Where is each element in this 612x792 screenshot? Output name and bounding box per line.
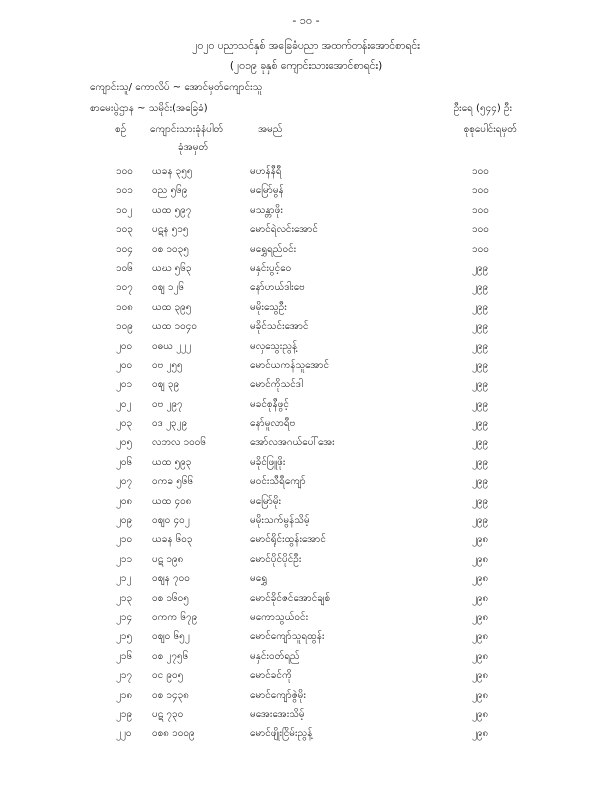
table-row [0, 377, 612, 396]
total-marks: ၂၉၈ [472, 573, 489, 585]
table-row [0, 591, 612, 610]
total-marks: ၂၉၉ [472, 418, 489, 430]
subject-line: ကျောင်းသူ/ ကောလိပ် ~ အောင်မှတ်ကျောင်းသူ [90, 82, 263, 93]
student-name: မောင်ကျော်သူရထွန်း [250, 631, 325, 643]
total-marks: ၂၉၉ [472, 262, 489, 274]
roll-number: ယခန ၆၀၃ [152, 534, 193, 546]
student-name: မခိုင်သင်းအောင် [250, 321, 309, 333]
row-number: ၁၀၇ [116, 282, 133, 294]
row-number: ၂၁၈ [116, 689, 133, 701]
student-name: မနှင်းပွင့်ဝေ [250, 262, 292, 274]
column-header-roll: ကျောင်းသားခုံနံပါတ် [150, 124, 224, 135]
total-marks: ၂၉၉ [472, 437, 489, 449]
student-name: မောင်ယကန်သူအောင် [250, 359, 330, 371]
student-name: မဝင်းသီရီကျော် [250, 476, 306, 488]
total-marks: ၂၉၉ [472, 340, 489, 352]
student-name: မခိုင်ဖြူဖိုး [250, 456, 286, 468]
table-row [0, 552, 612, 571]
roll-number: ပဋ ၇၃၀ [152, 708, 184, 720]
roll-number: ဝည ၅၆၉ [152, 185, 188, 197]
document-title: ၂၀၂၀ ပညာသင်နှစ် အခြေခံပညာ အထက်တန်းအောင်စာရင်း [192, 40, 420, 52]
roll-number: ဝကခ ၅၆၆ [152, 476, 194, 488]
table-row [0, 319, 612, 338]
total-count: ဦးရေ (၅၄၄) ဦး [453, 103, 512, 114]
table-row [0, 261, 612, 280]
roll-number: ဝဒ ၂၃၂၉ [152, 418, 188, 430]
roll-number: ဝစ ၁၆၀၅ [152, 592, 189, 604]
column-header-no: စဉ် [115, 124, 127, 135]
student-name: နော်ဟယ်ဒါးဗေ [250, 282, 305, 294]
roll-number: ပဋ ၁၉၈ [152, 553, 184, 565]
student-name: မမိုးသွေဦး [250, 301, 287, 313]
total-marks: ၁၀၀ [472, 243, 489, 255]
roll-number: ဝကက ၆၇၉ [152, 611, 198, 623]
student-name: မောင်ဖျိုးငြိမ်းညွန့် [250, 728, 313, 740]
student-name: မဟန်နီရီ [250, 166, 282, 177]
total-marks: ၁၀၀ [472, 185, 489, 197]
roll-number: ဝင ၉၀၅ [152, 670, 184, 682]
roll-number: ဝစ၈ ၁၀၀၉ [152, 728, 195, 740]
table-row [0, 416, 612, 435]
roll-number: ဝစ ၂၇၅၆ [152, 650, 189, 662]
roll-number: ယထ ၃၉၅ [152, 301, 192, 313]
total-marks: ၂၉၈ [472, 611, 489, 623]
total-marks: ၂၉၉ [472, 515, 489, 527]
roll-number: ယထ ၅၉၃ [152, 456, 192, 468]
row-number: ၁၀၄ [116, 243, 133, 255]
student-name: မောင်ပိုင်ပိုင်ဦး [250, 553, 302, 565]
total-marks: ၂၉၈ [472, 592, 489, 604]
table-row [0, 455, 612, 474]
table-row [0, 726, 612, 745]
total-marks: ၁၀၀ [472, 166, 489, 177]
table-row [0, 513, 612, 532]
roll-number: ဝဈန ၇၀၀ [152, 573, 190, 585]
student-name: မလှသွေးညွန့် [250, 340, 298, 352]
table-row [0, 339, 612, 358]
row-number: ၁၀၂ [116, 204, 133, 216]
roll-number: ဝဈ၀ ၄၀၂ [152, 515, 190, 527]
table-row [0, 242, 612, 261]
row-number: ၂၀၀ [116, 359, 133, 371]
results-list [0, 164, 612, 746]
table-row [0, 358, 612, 377]
student-name: မသန္တာဖိုး [250, 204, 283, 216]
row-number: ၂၁၉ [116, 708, 133, 720]
total-marks: ၁၀၀ [472, 224, 489, 236]
total-marks: ၂၉၈ [472, 553, 489, 565]
row-number: ၂၁၀ [116, 534, 133, 546]
row-number: ၁၀၁ [116, 185, 133, 197]
row-number: ၂၀၇ [116, 476, 133, 488]
roll-number: ဝစ ၁၀၃၅ [152, 243, 189, 255]
row-number: ၂၀၀ [116, 340, 133, 352]
student-name: မမိုးသက်မွန်သိမ့် [250, 515, 310, 527]
table-row [0, 435, 612, 454]
roll-number: ဝဈ ၁၂၆ [152, 282, 184, 294]
total-marks: ၂၉၈ [472, 670, 489, 682]
student-name: မရွှေ [250, 573, 268, 585]
table-row [0, 707, 612, 726]
row-number: ၂၁၇ [116, 670, 133, 682]
roll-number: ယထ ၅၉၇ [152, 204, 192, 216]
table-row [0, 183, 612, 202]
table-row [0, 164, 612, 183]
table-row [0, 629, 612, 648]
student-name: မောင်ခင်ကို [250, 670, 292, 682]
row-number: ၂၀၉ [116, 515, 133, 527]
table-row [0, 494, 612, 513]
student-name: အော်လအဂယ်ပေါ်အေး [250, 437, 335, 449]
student-name: မောင်ရဲလင်းအောင် [250, 224, 318, 236]
total-marks: ၂၉၈ [472, 689, 489, 701]
row-number: ၂၀၁ [116, 379, 133, 391]
row-number: ၂၀၃ [116, 418, 133, 430]
total-marks: ၂၉၉ [472, 456, 489, 468]
table-row [0, 688, 612, 707]
row-number: ၁၀၆ [116, 262, 133, 274]
row-number: ၁၀၀ [116, 166, 133, 177]
row-number: ၁၀၃ [116, 224, 133, 236]
roll-number: ယဃ ၅၆၃ [152, 262, 192, 274]
roll-number: လဘလ ၁၀၀၆ [152, 437, 207, 449]
exam-center: စာမေးပွဲဌာန ~ သမိုင်း(အခြေခံ) [90, 103, 208, 114]
row-number: ၂၀၈ [116, 495, 133, 507]
row-number: ၂၁၅ [116, 631, 133, 643]
row-number: ၂၁၆ [116, 650, 133, 662]
table-row [0, 397, 612, 416]
student-name: မနှင်းဝတ်ရည် [250, 650, 300, 662]
row-number: ၂၀၂ [116, 398, 132, 410]
document-subtitle: (၂၀၁၉ ခုနှစ် ကျောင်းသားအောင်စာရင်း) [229, 60, 383, 72]
student-name: မောင်ရိုင်းထွန်းအောင် [250, 534, 326, 546]
student-name: မရွှေရည်ဝင်း [250, 243, 297, 255]
column-header-roll-sub: ခုံအမှတ် [178, 142, 209, 153]
student-name: မောင်ကိုသင်ဒါ [250, 379, 303, 391]
roll-number: ဝဗ ၂၉၇ [152, 398, 183, 410]
row-number: ၁၀၉ [116, 321, 133, 333]
roll-number: ဝဈ ၃၉ [152, 379, 180, 391]
student-name: မကောသွယ်ဝင်း [250, 611, 309, 623]
roll-number: ယထ ၁၀၄၀ [152, 321, 198, 333]
page-number: - ၁၀ - [292, 14, 320, 27]
total-marks: ၂၉၉ [472, 495, 489, 507]
roll-number: ဝဗ ၂၅၅ [152, 359, 183, 371]
row-number: ၂၁၄ [116, 611, 133, 623]
row-number: ၂၂၀ [116, 728, 132, 740]
row-number: ၂၁၃ [116, 592, 133, 604]
total-marks: ၂၉၈ [472, 728, 489, 740]
column-header-name: အမည် [258, 124, 283, 135]
table-row [0, 474, 612, 493]
total-marks: ၁၀၀ [472, 204, 489, 216]
row-number: ၂၁၂ [116, 573, 132, 585]
total-marks: ၂၉၉ [472, 301, 489, 313]
student-name: မောင်ကျော်ဇွဲမိုး [250, 689, 306, 701]
total-marks: ၂၉၈ [472, 534, 489, 546]
table-row [0, 649, 612, 668]
table-row [0, 668, 612, 687]
roll-number: ဝစ ၁၄၃၈ [152, 689, 190, 701]
row-number: ၂၀၅ [116, 437, 133, 449]
roll-number: ယခန ၃၅၅ [152, 166, 193, 177]
row-number: ၂၁၁ [116, 553, 133, 565]
table-row [0, 280, 612, 299]
table-row [0, 300, 612, 319]
total-marks: ၂၉၉ [472, 398, 489, 410]
total-marks: ၂၉၈ [472, 631, 489, 643]
student-name: မအေးအေးသိမ့် [250, 708, 305, 720]
total-marks: ၂၉၈ [472, 708, 489, 720]
student-name: မမြော်မိုး [250, 495, 282, 507]
table-row [0, 571, 612, 590]
student-name: မောင်ခိုင်ဇင်အောင်ချစ် [250, 592, 331, 604]
row-number: ၁၀၈ [116, 301, 133, 313]
total-marks: ၂၉၉ [472, 476, 489, 488]
total-marks: ၂၉၉ [472, 321, 489, 333]
roll-number: ပဋန ၅၁၅ [152, 224, 189, 236]
roll-number: ယထ ၄၀၈ [152, 495, 192, 507]
total-marks: ၂၉၉ [472, 282, 489, 294]
table-row [0, 610, 612, 629]
table-row [0, 222, 612, 241]
total-marks: ၂၉၉ [472, 379, 489, 391]
total-marks: ၂၉၈ [472, 650, 489, 662]
total-marks: ၂၉၉ [472, 359, 489, 371]
student-name: မမြော်မွန် [250, 185, 284, 197]
column-header-marks: စုစုပေါင်းရမှတ် [463, 124, 517, 135]
roll-number: ဝဈ၀ ၆၅၂ [152, 631, 190, 643]
student-name: နော်မူလာရီဗ [250, 418, 296, 430]
table-row [0, 532, 612, 551]
row-number: ၂၀၆ [116, 456, 133, 468]
roll-number: ဝဓယ ၂၂၂ [152, 340, 191, 352]
student-name: မခင်စုနီဖွင့် [250, 398, 289, 410]
table-row [0, 203, 612, 222]
